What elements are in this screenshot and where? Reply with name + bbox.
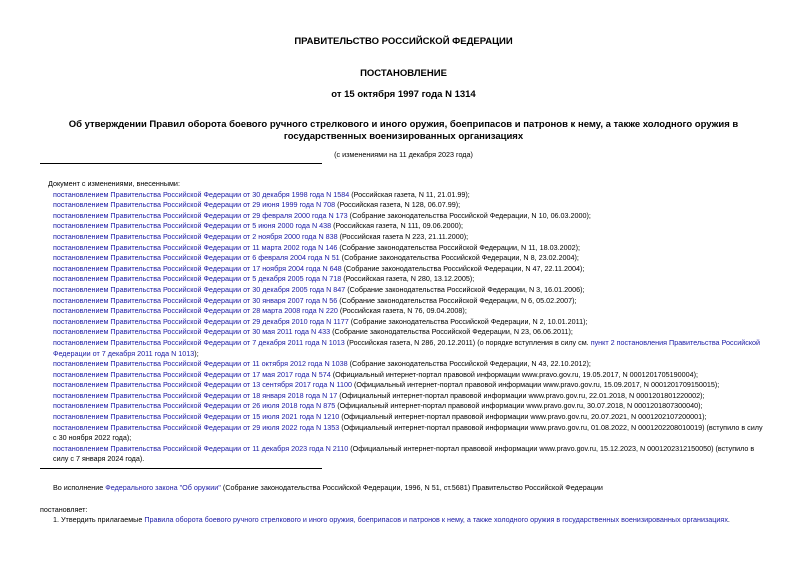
- amendment-link[interactable]: постановлением Правительства Российской Федерации от 13 сентября 2017 года N 1100: [53, 380, 353, 390]
- amendment-link[interactable]: постановлением Правительства Российской Федерации от 29 декабря 2010 года N 1177: [53, 316, 349, 326]
- list-item: постановлением Правительства Российской Федерации от 30 мая 2011 года N 433 (Собрание законодательства Российской Федерации, N 23, 06.06.2011);: [53, 327, 573, 337]
- list-item: постановлением Правительства Российской Федерации от 17 ноября 2004 года N 648 (Собрание законодательства Российской Федерации, N 47, 22.11.2004);: [53, 263, 585, 273]
- amendment-link[interactable]: постановлением Правительства Российской Федерации от 29 февраля 2000 года N 173: [53, 210, 348, 220]
- amendment-link[interactable]: постановлением Правительства Российской Федерации от 29 июня 1999 года N 708: [53, 200, 336, 210]
- date-number-heading: от 15 октября 1997 года N 1314: [331, 89, 476, 100]
- list-item: постановлением Правительства Российской Федерации от 29 июля 2022 года N 1353 (Официальный интернет-портал правовой информации www.pravo.gov.ru, 01.08.2022, N 0001202208010019) (вступило в силу с 30 ноября 2022 года);: [53, 422, 763, 443]
- list-item: постановлением Правительства Российской Федерации от 13 сентября 2017 года N 1100 (Официальный интернет-портал правовой информации www.pravo.gov.ru, 15.09.2017, N 0001201709150015);: [53, 380, 720, 390]
- amendment-link[interactable]: постановлением Правительства Российской Федерации от 7 декабря 2011 года N 1013: [53, 337, 345, 347]
- amendment-link[interactable]: постановлением Правительства Российской Федерации от 18 января 2018 года N 17: [53, 390, 338, 400]
- list-item: постановлением Правительства Российской Федерации от 2 ноября 2000 года N 838 (Российская газета N 223, 21.11.2000);: [53, 231, 469, 241]
- resolves-text: постановляет:: [40, 505, 88, 514]
- list-item: постановлением Правительства Российской Федерации от 11 марта 2002 года N 146 (Собрание законодательства Российской Федерации, N 11, 18.03.2002);: [53, 242, 581, 252]
- amendment-link[interactable]: постановлением Правительства Российской Федерации от 26 июля 2018 года N 875: [53, 401, 336, 411]
- amendment-link[interactable]: постановлением Правительства Российской Федерации от 17 мая 2017 года N 574: [53, 369, 331, 379]
- list-item: постановлением Правительства Российской Федерации от 5 июня 2000 года N 438 (Российская газета, N 111, 09.06.2000);: [53, 221, 464, 231]
- list-item: постановлением Правительства Российской Федерации от 7 декабря 2011 года N 1013 (Российская газета, N 286, 20.12.2011) (о порядке вступления в силу см. пункт 2 постановления Правительства Российской Федерации от 7 декабря 2011 года N 1013);: [53, 337, 761, 358]
- amendment-link[interactable]: постановлением Правительства Российской Федерации от 11 декабря 2023 года N 2110: [53, 443, 349, 453]
- list-item: постановлением Правительства Российской Федерации от 26 июля 2018 года N 875 (Официальный интернет-портал правовой информации www.pravo.gov.ru, 30.07.2018, N 0001201807300040);: [53, 401, 703, 411]
- list-item: постановлением Правительства Российской Федерации от 30 декабря 2005 года N 847 (Собрание законодательства Российской Федерации, N 3, 16.01.2006);: [53, 284, 585, 294]
- amendment-link[interactable]: постановлением Правительства Российской Федерации от 30 декабря 2005 года N 847: [53, 284, 346, 294]
- list-item: постановлением Правительства Российской Федерации от 15 июля 2021 года N 1210 (Официальный интернет-портал правовой информации www.pravo.gov.ru, 20.07.2021, N 0001202107200001);: [53, 412, 707, 422]
- amendment-link[interactable]: постановлением Правительства Российской Федерации от 15 июля 2021 года N 1210: [53, 412, 340, 422]
- enactment-paragraph: Во исполнение Федерального закона "Об оружии" (Собрание законодательства Российской Федерации, 1996, N 51, ст.5681) Правительство Российской Федерации: [53, 483, 603, 492]
- approve-item: 1. Утвердить прилагаемые Правила оборота боевого ручного стрелкового и иного оружия, боеприпасов и патронов к нему, а также холодного оружия в государственных военизированных организациях.: [53, 515, 730, 524]
- clause-link[interactable]: пункт 2 постановления Правительства Российской Федерации от 7 декабря 2011 года N 1013: [53, 337, 761, 358]
- amendment-link[interactable]: постановлением Правительства Российской Федерации от 30 декабря 1998 года N 1584: [53, 189, 350, 199]
- list-item: постановлением Правительства Российской Федерации от 17 мая 2017 года N 574 (Официальный интернет-портал правовой информации www.pravo.gov.ru, 19.05.2017, N 0001201705190004);: [53, 369, 698, 379]
- top-divider: [40, 163, 322, 164]
- amendment-link[interactable]: постановлением Правительства Российской Федерации от 5 июня 2000 года N 438: [53, 221, 332, 231]
- amendment-link[interactable]: постановлением Правительства Российской Федерации от 6 февраля 2004 года N 51: [53, 253, 340, 263]
- amendment-link[interactable]: постановлением Правительства Российской Федерации от 11 октября 2012 года N 1038: [53, 359, 348, 369]
- document-title: Об утверждении Правил оборота боевого ручного стрелкового и иного оружия, боеприпасов и патронов к нему, а также холодного оружия в государственных военизированных организациях: [68, 119, 739, 142]
- list-item: постановлением Правительства Российской Федерации от 30 января 2007 года N 56 (Собрание законодательства Российской Федерации, N 6, 05.02.2007);: [53, 295, 577, 305]
- amendment-link[interactable]: постановлением Правительства Российской Федерации от 28 марта 2008 года N 220: [53, 306, 338, 316]
- amendments-list: [30, 179, 765, 465]
- bottom-divider: [40, 468, 322, 469]
- doc-type-heading: ПОСТАНОВЛЕНИЕ: [360, 68, 447, 79]
- list-item: постановлением Правительства Российской Федерации от 6 февраля 2004 года N 51 (Собрание законодательства Российской Федерации, N 8, 23.02.2004);: [53, 253, 579, 263]
- list-item: постановлением Правительства Российской Федерации от 11 декабря 2023 года N 2110 (Официальный интернет-портал правовой информации www.pravo.gov.ru, 15.12.2023, N 0001202312150050) (вступило в силу с 7 января 2024 года).: [53, 443, 755, 464]
- government-heading: ПРАВИТЕЛЬСТВО РОССИЙСКОЙ ФЕДЕРАЦИИ: [294, 36, 513, 47]
- amendments-intro: Документ с изменениями, внесенными:: [48, 179, 180, 188]
- rules-link[interactable]: Правила оборота боевого ручного стрелкового и иного оружия, боеприпасов и патронов к нему, а также холодного оружия в государственных военизированных организациях: [144, 515, 728, 524]
- amendment-link[interactable]: постановлением Правительства Российской Федерации от 30 мая 2011 года N 433: [53, 327, 331, 337]
- list-item: постановлением Правительства Российской Федерации от 28 марта 2008 года N 220 (Российская газета, N 76, 09.04.2008);: [53, 306, 467, 316]
- list-item: постановлением Правительства Российской Федерации от 5 декабря 2005 года N 718 (Российская газета, N 280, 13.12.2005);: [53, 274, 475, 284]
- list-item: постановлением Правительства Российской Федерации от 11 октября 2012 года N 1038 (Собрание законодательства Российской Федерации, N 43, 22.10.2012);: [53, 359, 591, 369]
- amendment-link[interactable]: постановлением Правительства Российской Федерации от 30 января 2007 года N 56: [53, 295, 338, 305]
- amendment-link[interactable]: постановлением Правительства Российской Федерации от 11 марта 2002 года N 146: [53, 242, 338, 252]
- list-item: постановлением Правительства Российской Федерации от 30 декабря 1998 года N 1584 (Российская газета, N 11, 21.01.99);: [53, 189, 470, 199]
- amendment-link[interactable]: постановлением Правительства Российской Федерации от 29 июля 2022 года N 1353: [53, 422, 340, 432]
- federal-law-link[interactable]: Федерального закона "Об оружии": [105, 483, 221, 492]
- amendment-link[interactable]: постановлением Правительства Российской Федерации от 2 ноября 2000 года N 838: [53, 231, 338, 241]
- list-item: постановлением Правительства Российской Федерации от 29 июня 1999 года N 708 (Российская газета, N 128, 06.07.99);: [53, 200, 461, 210]
- list-item: постановлением Правительства Российской Федерации от 18 января 2018 года N 17 (Официальный интернет-портал правовой информации www.pravo.gov.ru, 22.01.2018, N 0001201801220002);: [53, 390, 705, 400]
- list-item: постановлением Правительства Российской Федерации от 29 декабря 2010 года N 1177 (Собрание законодательства Российской Федерации, N 2, 10.01.2011);: [53, 316, 588, 326]
- amendment-link[interactable]: постановлением Правительства Российской Федерации от 17 ноября 2004 года N 648: [53, 263, 342, 273]
- changes-note: (с изменениями на 11 декабря 2023 года): [334, 150, 473, 159]
- list-item: постановлением Правительства Российской Федерации от 29 февраля 2000 года N 173 (Собрание законодательства Российской Федерации, N 10, 06.03.2000);: [53, 210, 591, 220]
- amendment-link[interactable]: постановлением Правительства Российской Федерации от 5 декабря 2005 года N 718: [53, 274, 342, 284]
